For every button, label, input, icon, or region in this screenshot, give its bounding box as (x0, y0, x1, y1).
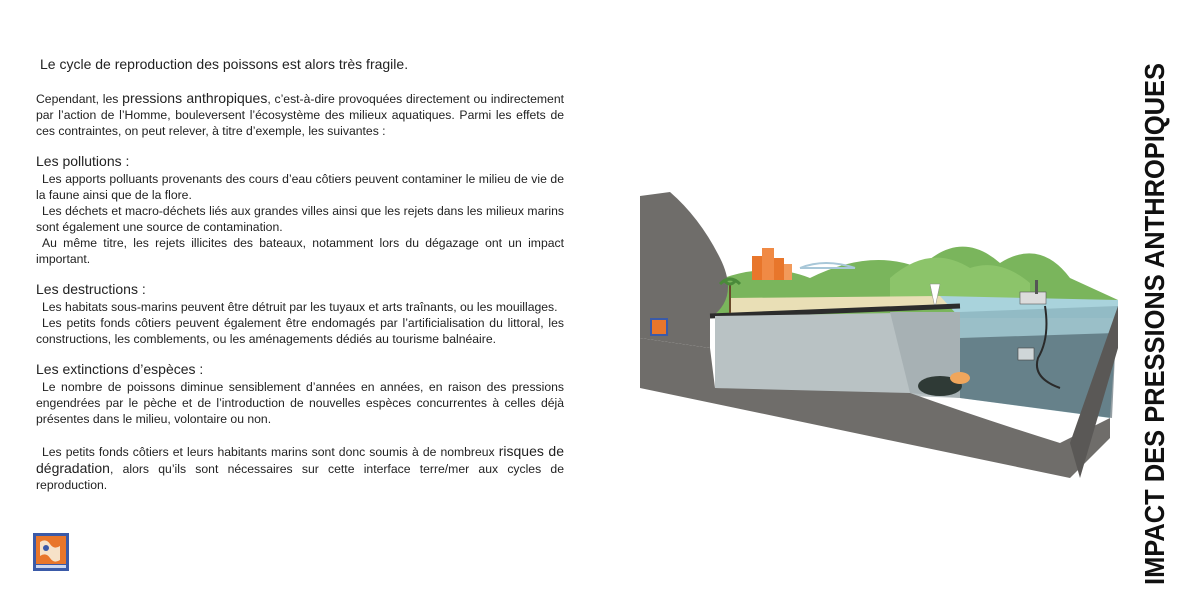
section-title: Les destructions : (36, 281, 146, 297)
intro-paragraph-end: , c’est-à-dire provoquées directement ou indirectement par l’action de l’Homme, bouleversent l’écosystème des milieux aquatiques. Parmi les effets de ces contraintes, on peut relever, à titre d’exemple, les suivantes : (36, 92, 564, 138)
vertical-title (1120, 50, 1180, 585)
section-destructions (36, 281, 564, 347)
intro-paragraph-start: Cependant, les (36, 92, 123, 106)
section-title: Les pollutions : (36, 153, 130, 169)
paragraph: Les déchets et macro-déchets liés aux grandes villes ainsi que les rejets dans les milieux marins sont également une source de contamination. (36, 204, 564, 234)
intro-sentence: Le cycle de reproduction des poissons est alors très fragile. (40, 56, 409, 72)
paragraph: Les apports polluants provenants des cours d’eau côtiers peuvent contaminer le milieu de vie de la faune ainsi que de la flore. (36, 172, 564, 202)
section-pollutions (36, 153, 564, 267)
paragraph: Au même titre, les rejets illicites des bateaux, notamment lors du dégazage ont un impact important. (36, 236, 564, 266)
pressions-anthropiques-term: pressions anthropiques (122, 90, 268, 106)
conclusion-start: Les petits fonds côtiers et leurs habitants marins sont donc soumis à de nombreux (42, 445, 499, 459)
section-extinctions (36, 361, 564, 427)
paragraph: Le nombre de poissons diminue sensiblement d’années en années, en raison des pressions engendrées par le pèche et de l’introduction de nouvelles espèces concurrentes à celles déjà présentes dans le milieu, volontaire ou non. (36, 380, 564, 426)
logo (32, 532, 70, 572)
conclusion-paragraph (36, 443, 564, 493)
paragraph: Les petits fonds côtiers peuvent également être endomagés par l’artificialisation du littoral, les constructions, les comblements, ou les aménagements dédiés au tourisme balnéaire. (36, 316, 564, 346)
coastal-cross-section-illustration (640, 188, 1120, 478)
section-title: Les extinctions d’espèces : (36, 361, 204, 377)
risques-term: risques de dégradation (36, 443, 564, 476)
paragraph: Les habitats sous-marins peuvent être détruit par les tuyaux et arts traînants, ou les mouillages. (42, 300, 558, 314)
vertical-title-text: IMPACT DES PRESSIONS ANTHROPIQUES (1139, 50, 1170, 585)
intro-paragraph (36, 90, 564, 139)
conclusion-end: , alors qu’ils sont nécessaires sur cette interface terre/mer aux cycles de reproduction. (36, 462, 564, 492)
text-column (36, 56, 564, 493)
